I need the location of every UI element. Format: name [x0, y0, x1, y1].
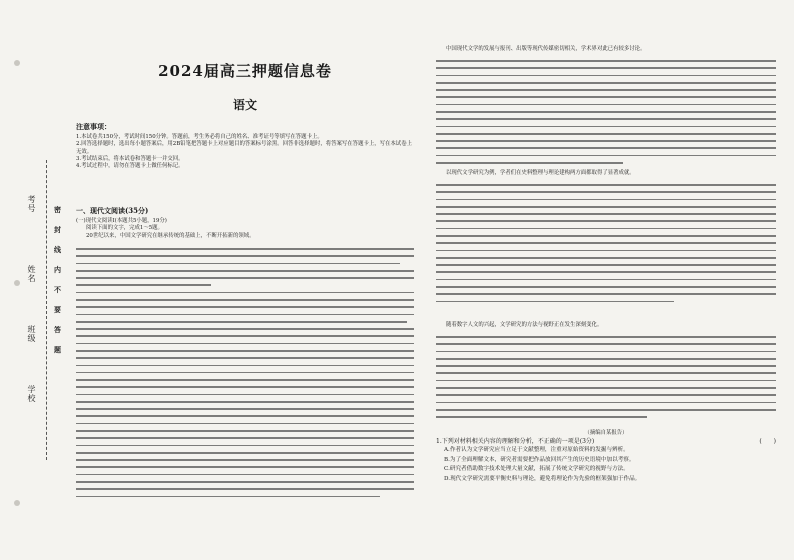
text-line — [76, 328, 414, 330]
text-line — [76, 343, 414, 345]
text-line — [436, 118, 776, 120]
text-line — [436, 133, 776, 135]
subsection-heading: (一)现代文阅读Ⅰ(本题共5小题，19分) — [76, 218, 167, 224]
text-line — [436, 336, 776, 338]
text-line — [76, 299, 414, 301]
text-line — [76, 314, 414, 316]
seal-warning-char: 封 — [54, 225, 61, 234]
binding-margin — [0, 0, 62, 560]
text-line — [76, 263, 400, 265]
option-a: A.作者认为文学研究应当立足于文献整理，注重对原始资料的发掘与辨析。 — [444, 447, 629, 453]
text-line — [436, 96, 776, 98]
text-line — [436, 351, 776, 353]
paragraph-text: 中国现代文学的发展与报刊、出版等现代传媒密切相关，学术界对此已有较多讨论。 — [446, 46, 646, 52]
text-line — [436, 242, 776, 244]
text-line — [436, 293, 776, 295]
notice-block — [76, 122, 414, 170]
text-line — [76, 372, 414, 374]
notice-item: 4.考试过程中，请勿在答题卡上做任何标记。 — [76, 163, 184, 170]
exam-title: 2024届高三押题信息卷 — [158, 62, 332, 80]
seal-warning-char: 线 — [54, 245, 61, 254]
left-column — [76, 0, 414, 255]
text-line — [76, 379, 414, 381]
text-line — [76, 408, 414, 410]
notice-item: 1.本试卷共150分，考试时间150分钟。答题前，考生务必将自己的姓名、准考证号等填写在答题卡上。 — [76, 134, 323, 140]
text-line — [76, 255, 414, 257]
field-exam-number: 考号 — [27, 195, 36, 213]
instruction: 阅读下面的文字，完成1～5题。 — [86, 225, 163, 232]
text-line — [436, 155, 776, 157]
right-text-block — [436, 60, 776, 169]
text-line — [76, 284, 211, 286]
text-line — [436, 82, 776, 84]
option-b: B.为了全面理解文本，研究者需要把作品放回其产生的历史语境中加以考察。 — [444, 456, 635, 463]
text-line — [76, 481, 414, 483]
right-paragraph — [436, 170, 776, 177]
passage-text — [76, 248, 414, 497]
text-line — [436, 67, 776, 69]
text-line — [436, 220, 776, 222]
text-line — [436, 126, 776, 128]
question-text: 1.下列对材料相关内容的理解和分析，不正确的一项是(3分) — [436, 438, 595, 445]
text-line — [436, 343, 776, 345]
seal-warning-char: 密 — [54, 205, 61, 214]
text-line — [76, 335, 414, 337]
text-line — [436, 250, 776, 252]
right-paragraph — [436, 46, 776, 53]
text-line — [76, 466, 414, 468]
text-line — [76, 488, 414, 490]
passage-lead: 20世纪以来，中国文学研究在继承传统的基础上，不断开拓新的领域。 — [86, 232, 255, 239]
text-line — [436, 228, 776, 230]
text-line — [76, 292, 414, 294]
text-line — [436, 358, 776, 360]
question-stem — [436, 437, 776, 446]
source-line — [436, 426, 776, 436]
text-line — [436, 394, 776, 396]
text-line — [436, 191, 776, 193]
text-line — [436, 365, 776, 367]
text-line — [436, 257, 776, 259]
text-line — [436, 235, 776, 237]
text-line — [76, 423, 414, 425]
text-line — [436, 402, 776, 404]
text-line — [436, 387, 776, 389]
right-text-block — [436, 336, 776, 423]
question-1 — [436, 437, 776, 484]
notice-item: 3.考试结束后，将本试卷和答题卡一并交回。 — [76, 155, 184, 162]
text-line — [76, 277, 414, 279]
option-d: D.现代文学研究需要平衡史料与理论，避免将理论作为先验的框架强加于作品。 — [444, 475, 641, 482]
paragraph-text: 随着数字人文的兴起，文学研究的方法与视野正在发生深刻变化。 — [446, 322, 603, 328]
notice-heading: 注意事项： — [76, 122, 111, 131]
text-line — [436, 75, 776, 77]
seal-warning-char: 答 — [54, 325, 61, 334]
right-paragraph — [436, 322, 776, 329]
field-school: 学校 — [27, 385, 36, 403]
text-line — [76, 474, 414, 476]
seal-warning-char: 要 — [54, 305, 61, 314]
text-line — [436, 372, 776, 374]
text-line — [436, 199, 776, 201]
right-text-block — [436, 184, 776, 308]
text-line — [436, 409, 776, 411]
field-class: 班级 — [27, 325, 36, 343]
text-line — [436, 89, 776, 91]
text-line — [76, 496, 380, 498]
seal-warning-char: 内 — [54, 265, 61, 274]
text-line — [436, 213, 776, 215]
text-line — [436, 271, 776, 273]
text-line — [76, 394, 414, 396]
text-line — [76, 350, 414, 352]
punch-hole — [14, 500, 20, 506]
subject-title: 语文 — [232, 98, 257, 112]
notice-item: 2.回答选择题时，选出每小题答案后，用2B铅笔把答题卡上对应题目的答案标号涂黑。回答非选择题时，将答案写在答题卡上，写在本试卷上无效。 — [76, 141, 412, 155]
text-line — [76, 445, 414, 447]
text-line — [436, 279, 776, 281]
source-citation: （摘编自某报告） — [584, 430, 628, 436]
text-line — [436, 111, 776, 113]
text-line — [76, 415, 414, 417]
text-line — [76, 459, 414, 461]
text-line — [436, 264, 776, 266]
punch-hole — [14, 280, 20, 286]
option-c: C.研究者借助数字技术处理大量文献，拓展了传统文学研究的视野与方法。 — [444, 466, 629, 473]
text-line — [436, 147, 776, 149]
answer-bracket: ( ) — [759, 438, 776, 445]
seal-warning-char: 不 — [54, 285, 61, 294]
text-line — [76, 430, 414, 432]
text-line — [76, 270, 414, 272]
field-name: 姓名 — [27, 265, 36, 283]
text-line — [436, 162, 623, 164]
paragraph-text: 以现代文学研究为例，学者们在史料整理与理论建构两方面都取得了显著成就。 — [446, 170, 635, 176]
text-line — [76, 437, 414, 439]
text-line — [76, 306, 414, 308]
text-line — [436, 416, 647, 418]
text-line — [436, 60, 776, 62]
text-line — [76, 401, 414, 403]
seal-line — [46, 160, 47, 460]
text-line — [76, 452, 414, 454]
text-line — [436, 206, 776, 208]
section-heading: 一、现代文阅读(35分) — [76, 206, 149, 215]
text-line — [76, 357, 414, 359]
text-line — [76, 365, 414, 367]
section1-block — [76, 206, 414, 240]
text-line — [76, 248, 414, 250]
text-line — [76, 386, 414, 388]
text-line — [436, 140, 776, 142]
text-line — [436, 104, 776, 106]
text-line — [436, 184, 776, 186]
text-line — [76, 321, 407, 323]
text-line — [436, 301, 674, 303]
punch-hole — [14, 60, 20, 66]
text-line — [436, 286, 776, 288]
seal-warning-char: 题 — [54, 345, 61, 354]
text-line — [436, 380, 776, 382]
